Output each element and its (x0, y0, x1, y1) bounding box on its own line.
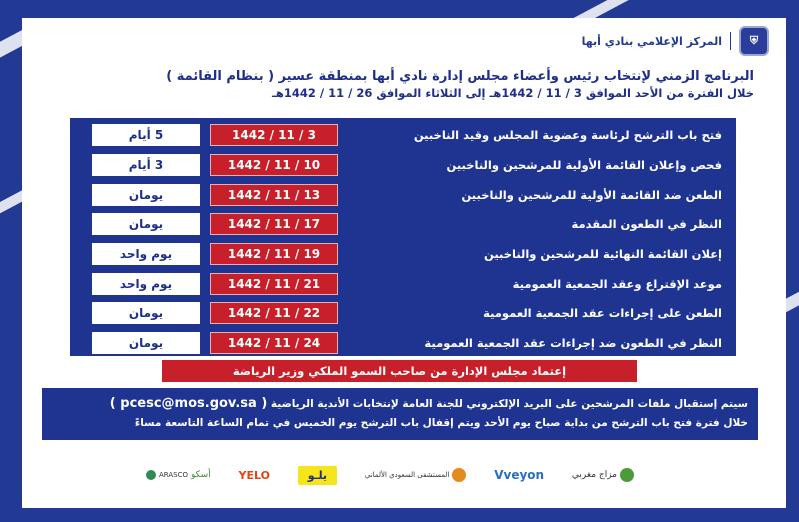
approval-banner: إعتماد مجلس الإدارة من صاحب السمو الملكي وزير الرياضة (162, 360, 637, 382)
schedule-row (74, 211, 732, 238)
schedule-row (74, 152, 732, 179)
row-label: الطعن ضد القائمة الأولية للمرشحين والناخبين (461, 187, 722, 202)
page-header (60, 68, 754, 102)
row-date: 21 / 11 / 1442 (210, 273, 338, 295)
sponsor-mazaj: مزاج مغربي (572, 468, 634, 482)
sponsor-vveyon: Vveyon (494, 468, 545, 482)
row-label: النظر في الطعون المقدمة (571, 217, 722, 232)
row-date: 17 / 11 / 1442 (210, 213, 338, 235)
row-duration: يومان (92, 213, 200, 235)
leaf-icon (620, 468, 634, 482)
row-duration: 5 أيام (92, 124, 200, 146)
sponsor-arasco: أسكو ARASCO (146, 470, 211, 480)
email-link[interactable]: ( pcesc@mos.gov.sa ) (109, 396, 268, 411)
org-name: المركز الإعلامي بنادي أبها (581, 34, 722, 48)
notice-line-1 (52, 394, 748, 414)
row-duration: يوم واحد (92, 273, 200, 295)
row-duration: يومان (92, 302, 200, 324)
row-label: فحص وإعلان القائمة الأولية للمرشحين والناخبين (446, 157, 722, 172)
schedule-row (74, 122, 732, 149)
schedule-row (74, 270, 732, 297)
club-crest-icon: ⛨ (739, 26, 769, 56)
top-bar (582, 26, 769, 56)
hospital-icon (452, 468, 466, 482)
sponsor-yellow: يلـو (298, 466, 337, 485)
row-date: 3 / 11 / 1442 (210, 124, 338, 146)
schedule-table (70, 118, 736, 356)
sponsor-strip (140, 458, 640, 492)
schedule-row (74, 330, 732, 357)
row-duration: 3 أيام (92, 154, 200, 176)
row-duration: يومان (92, 332, 200, 354)
row-date: 10 / 11 / 1442 (210, 154, 338, 176)
row-label: فتح باب الترشح لرئاسة وعضوية المجلس وقيد الناخبين (413, 128, 722, 143)
page-title: البرنامج الزمني لإنتخاب رئيس وأعضاء مجلس إدارة نادي أبها بمنطقة عسير ( بنظام القائمة ) (166, 69, 754, 84)
row-date: 13 / 11 / 1442 (210, 184, 338, 206)
row-label: النظر في الطعون ضد إجراءات عقد الجمعية العمومية (424, 336, 722, 351)
arasco-icon (146, 470, 156, 480)
schedule-row (74, 241, 732, 268)
schedule-row (74, 181, 732, 208)
notice-text: سيتم إستقبال ملفات المرشحين على البريد الإلكتروني للجنة العامة لإنتخابات الأندية الرياضية (270, 398, 748, 410)
row-duration: يوم واحد (92, 243, 200, 265)
schedule-row (74, 300, 732, 327)
divider (730, 32, 731, 50)
row-label: إعلان القائمة النهائية للمرشحين والناخبين (483, 247, 722, 261)
sponsor-hospital: المستشفى السعودي الألماني (365, 468, 467, 482)
notice-box (42, 388, 758, 440)
row-label: الطعن على إجراءات عقد الجمعية العمومية (483, 306, 722, 321)
row-date: 24 / 11 / 1442 (210, 332, 338, 354)
sponsor-yelo: YELO (238, 468, 270, 482)
row-label: موعد الإقتراع وعقد الجمعية العمومية (512, 276, 722, 291)
page-subtitle: خلال الفترة من الأحد الموافق 3 / 11 / 1442هـ إلى الثلاثاء الموافق 26 / 11 / 1442هـ (271, 86, 754, 100)
row-date: 19 / 11 / 1442 (210, 243, 338, 265)
row-duration: يومان (92, 184, 200, 206)
notice-line-2: خلال فترة فتح باب الترشح من بداية صباح يوم الأحد ويتم إقفال باب الترشح يوم الخميس في تمام الساعة التاسعة مساءً (134, 417, 748, 429)
row-date: 22 / 11 / 1442 (210, 302, 338, 324)
